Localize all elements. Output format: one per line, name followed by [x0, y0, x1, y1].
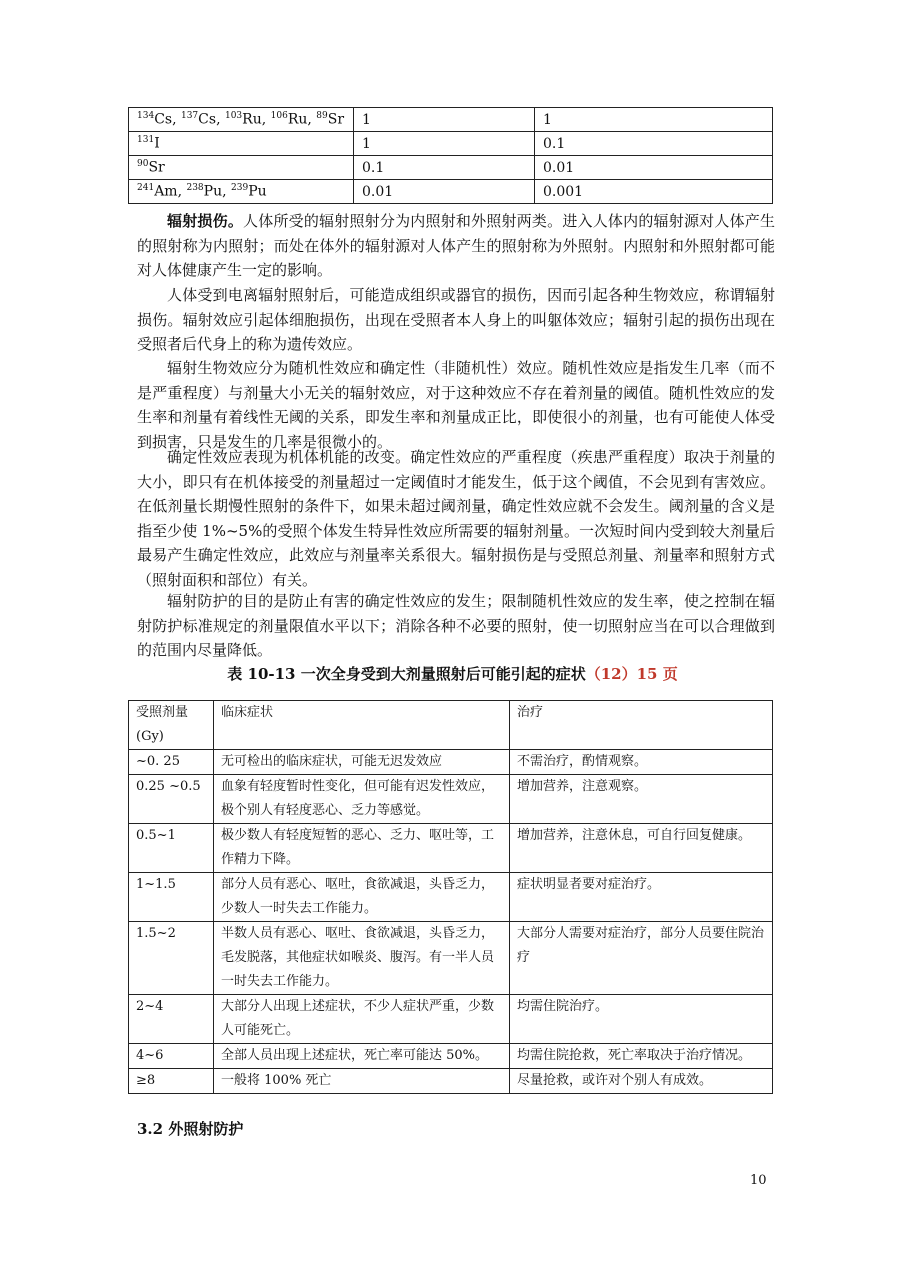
caption-main: 表 10-13 一次全身受到大剂量照射后可能引起的症状 — [227, 665, 586, 683]
section-heading: 3.2 外照射防护 — [137, 1120, 244, 1138]
dose-cell: 1.5~2 — [129, 922, 214, 995]
value-cell: 0.001 — [535, 180, 773, 204]
treatment-cell: 增加营养，注意观察。 — [510, 775, 773, 824]
symptom-cell: 大部分人出现上述症状，不少人症状严重，少数人可能死亡。 — [214, 995, 510, 1044]
mass-number: 90 — [137, 159, 149, 170]
value-cell: 0.01 — [535, 156, 773, 180]
element-symbol: Ru, — [287, 111, 317, 128]
mass-number: 106 — [270, 111, 288, 122]
table-row — [129, 775, 773, 824]
table-row — [129, 132, 773, 156]
paragraph-biological-effects: 人体受到电离辐射照射后，可能造成组织或器官的损伤，因而引起各种生物效应，称谓辐射损伤。辐射效应引起体细胞损伤，出现在受照者本人身上的叫躯体效应；辐射引起的损伤出现在受照者后代身上的称为遗传效应。 — [137, 286, 775, 354]
treatment-cell: 增加营养，注意休息，可自行回复健康。 — [510, 824, 773, 873]
nuclide-cell — [129, 108, 354, 132]
dose-cell: 0.5~1 — [129, 824, 214, 873]
dose-cell: ~0. 25 — [129, 750, 214, 775]
header-dose: 受照剂量(Gy) — [129, 701, 214, 750]
dose-cell: 4~6 — [129, 1044, 214, 1069]
mass-number: 238 — [186, 183, 204, 194]
nuclide-table — [128, 107, 773, 204]
table-row — [129, 824, 773, 873]
mass-number: 137 — [180, 111, 199, 122]
treatment-cell: 大部分人需要对症治疗，部分人员要住院治疗 — [510, 922, 773, 995]
mass-number: 131 — [137, 135, 155, 146]
table-row — [129, 873, 773, 922]
table-caption — [0, 663, 905, 684]
element-symbol: Ru, — [242, 111, 271, 128]
treatment-cell: 不需治疗，酌情观察。 — [510, 750, 773, 775]
header-treatment: 治疗 — [510, 701, 773, 750]
caption-reference: （12）15 页 — [585, 665, 678, 683]
symptom-cell: 部分人员有恶心、呕吐，食欲减退，头昏乏力，少数人一时失去工作能力。 — [214, 873, 510, 922]
paragraph-protection-purpose: 辐射防护的目的是防止有害的确定性效应的发生；限制随机性效应的发生率，使之控制在辐射防护标准规定的剂量限值水平以下；消除各种不必要的照射，使一切照射应当在可以合理做到的范围内尽量降低。 — [137, 592, 775, 660]
value-cell: 0.01 — [354, 180, 535, 204]
symptom-cell: 全部人员出现上述症状，死亡率可能达 50%。 — [214, 1044, 510, 1069]
paragraph-stochastic: 辐射生物效应分为随机性效应和确定性（非随机性）效应。随机性效应是指发生几率（而不是严重程度）与剂量大小无关的辐射效应，对于这种效应不存在着剂量的阈值。随机性效应的发生率和剂量有着线性无阈的关系，即发生率和剂量成正比，即使很小的剂量，也有可能使人体受到损害，只是发生的几率是很微小的。 — [137, 359, 775, 451]
table-row — [129, 1069, 773, 1094]
element-symbol: Cs, — [198, 111, 225, 128]
element-symbol: I — [154, 135, 160, 152]
treatment-cell: 症状明显者要对症治疗。 — [510, 873, 773, 922]
symptom-cell: 一般将 100% 死亡 — [214, 1069, 510, 1094]
table-row — [129, 1044, 773, 1069]
element-symbol: Pu — [248, 183, 267, 200]
element-symbol: Sr — [327, 111, 345, 128]
dose-symptom-table — [128, 700, 773, 1094]
value-cell: 1 — [354, 132, 535, 156]
dose-cell: ≥8 — [129, 1069, 214, 1094]
mass-number: 241 — [137, 183, 155, 194]
value-cell: 0.1 — [354, 156, 535, 180]
value-cell: 1 — [535, 108, 773, 132]
paragraph-radiation-damage — [137, 209, 775, 283]
mass-number: 239 — [231, 183, 249, 194]
table-row — [129, 180, 773, 204]
treatment-cell: 尽量抢救，或许对个别人有成效。 — [510, 1069, 773, 1094]
header-symptoms: 临床症状 — [214, 701, 510, 750]
paragraph-text: 人体所受的辐射照射分为内照射和外照射两类。进入人体内的辐射源对人体产生的照射称为内照射；而处在体外的辐射源对人体产生的照射称为外照射。内照射和外照射都可能对人体健康产生一定的影响。 — [137, 212, 775, 280]
bold-term: 辐射损伤。 — [167, 212, 244, 230]
element-symbol: Cs, — [154, 111, 181, 128]
symptom-cell: 无可检出的临床症状，可能无迟发效应 — [214, 750, 510, 775]
value-cell: 0.1 — [535, 132, 773, 156]
table-row — [129, 995, 773, 1044]
treatment-cell: 均需住院抢救，死亡率取决于治疗情况。 — [510, 1044, 773, 1069]
value-cell: 1 — [354, 108, 535, 132]
dose-cell: 1~1.5 — [129, 873, 214, 922]
dose-cell: 0.25 ~0.5 — [129, 775, 214, 824]
treatment-cell: 均需住院治疗。 — [510, 995, 773, 1044]
symptom-cell: 极少数人有轻度短暂的恶心、乏力、呕吐等，工作精力下降。 — [214, 824, 510, 873]
mass-number: 134 — [137, 111, 155, 122]
dose-cell: 2~4 — [129, 995, 214, 1044]
nuclide-cell — [129, 156, 354, 180]
mass-number: 89 — [316, 111, 328, 122]
element-symbol: Sr — [148, 159, 165, 176]
mass-number: 103 — [224, 111, 243, 122]
table-row — [129, 750, 773, 775]
table-row — [129, 156, 773, 180]
nuclide-cell — [129, 132, 354, 156]
page-number: 10 — [750, 1173, 767, 1188]
element-symbol: Am, — [154, 183, 187, 200]
element-symbol: Pu, — [203, 183, 232, 200]
table-row — [129, 108, 773, 132]
table-row — [129, 922, 773, 995]
paragraph-deterministic: 确定性效应表现为机体机能的改变。确定性效应的严重程度（疾患严重程度）取决于剂量的大小，即只有在机体接受的剂量超过一定阈值时才能发生，低于这个阈值，不会见到有害效应。在低剂量长期慢性照射的条件下，如果未超过阈剂量，确定性效应就不会发生。阈剂量的含义是指至少使 1%~5%的受照个体发生特异性效应所需要的辐射剂量。一次短时间内受到较大剂量后最易产生确定性效应，此效应与剂量率关系很大。辐射损伤是与受照总剂量、剂量率和照射方式（照射面积和部位）有关。 — [137, 448, 775, 589]
symptom-cell: 半数人员有恶心、呕吐、食欲减退，头昏乏力，毛发脱落，其他症状如喉炎、腹泻。有一半人员一时失去工作能力。 — [214, 922, 510, 995]
nuclide-cell — [129, 180, 354, 204]
table-header-row — [129, 701, 773, 750]
symptom-cell: 血象有轻度暂时性变化，但可能有迟发性效应，极个别人有轻度恶心、乏力等感觉。 — [214, 775, 510, 824]
